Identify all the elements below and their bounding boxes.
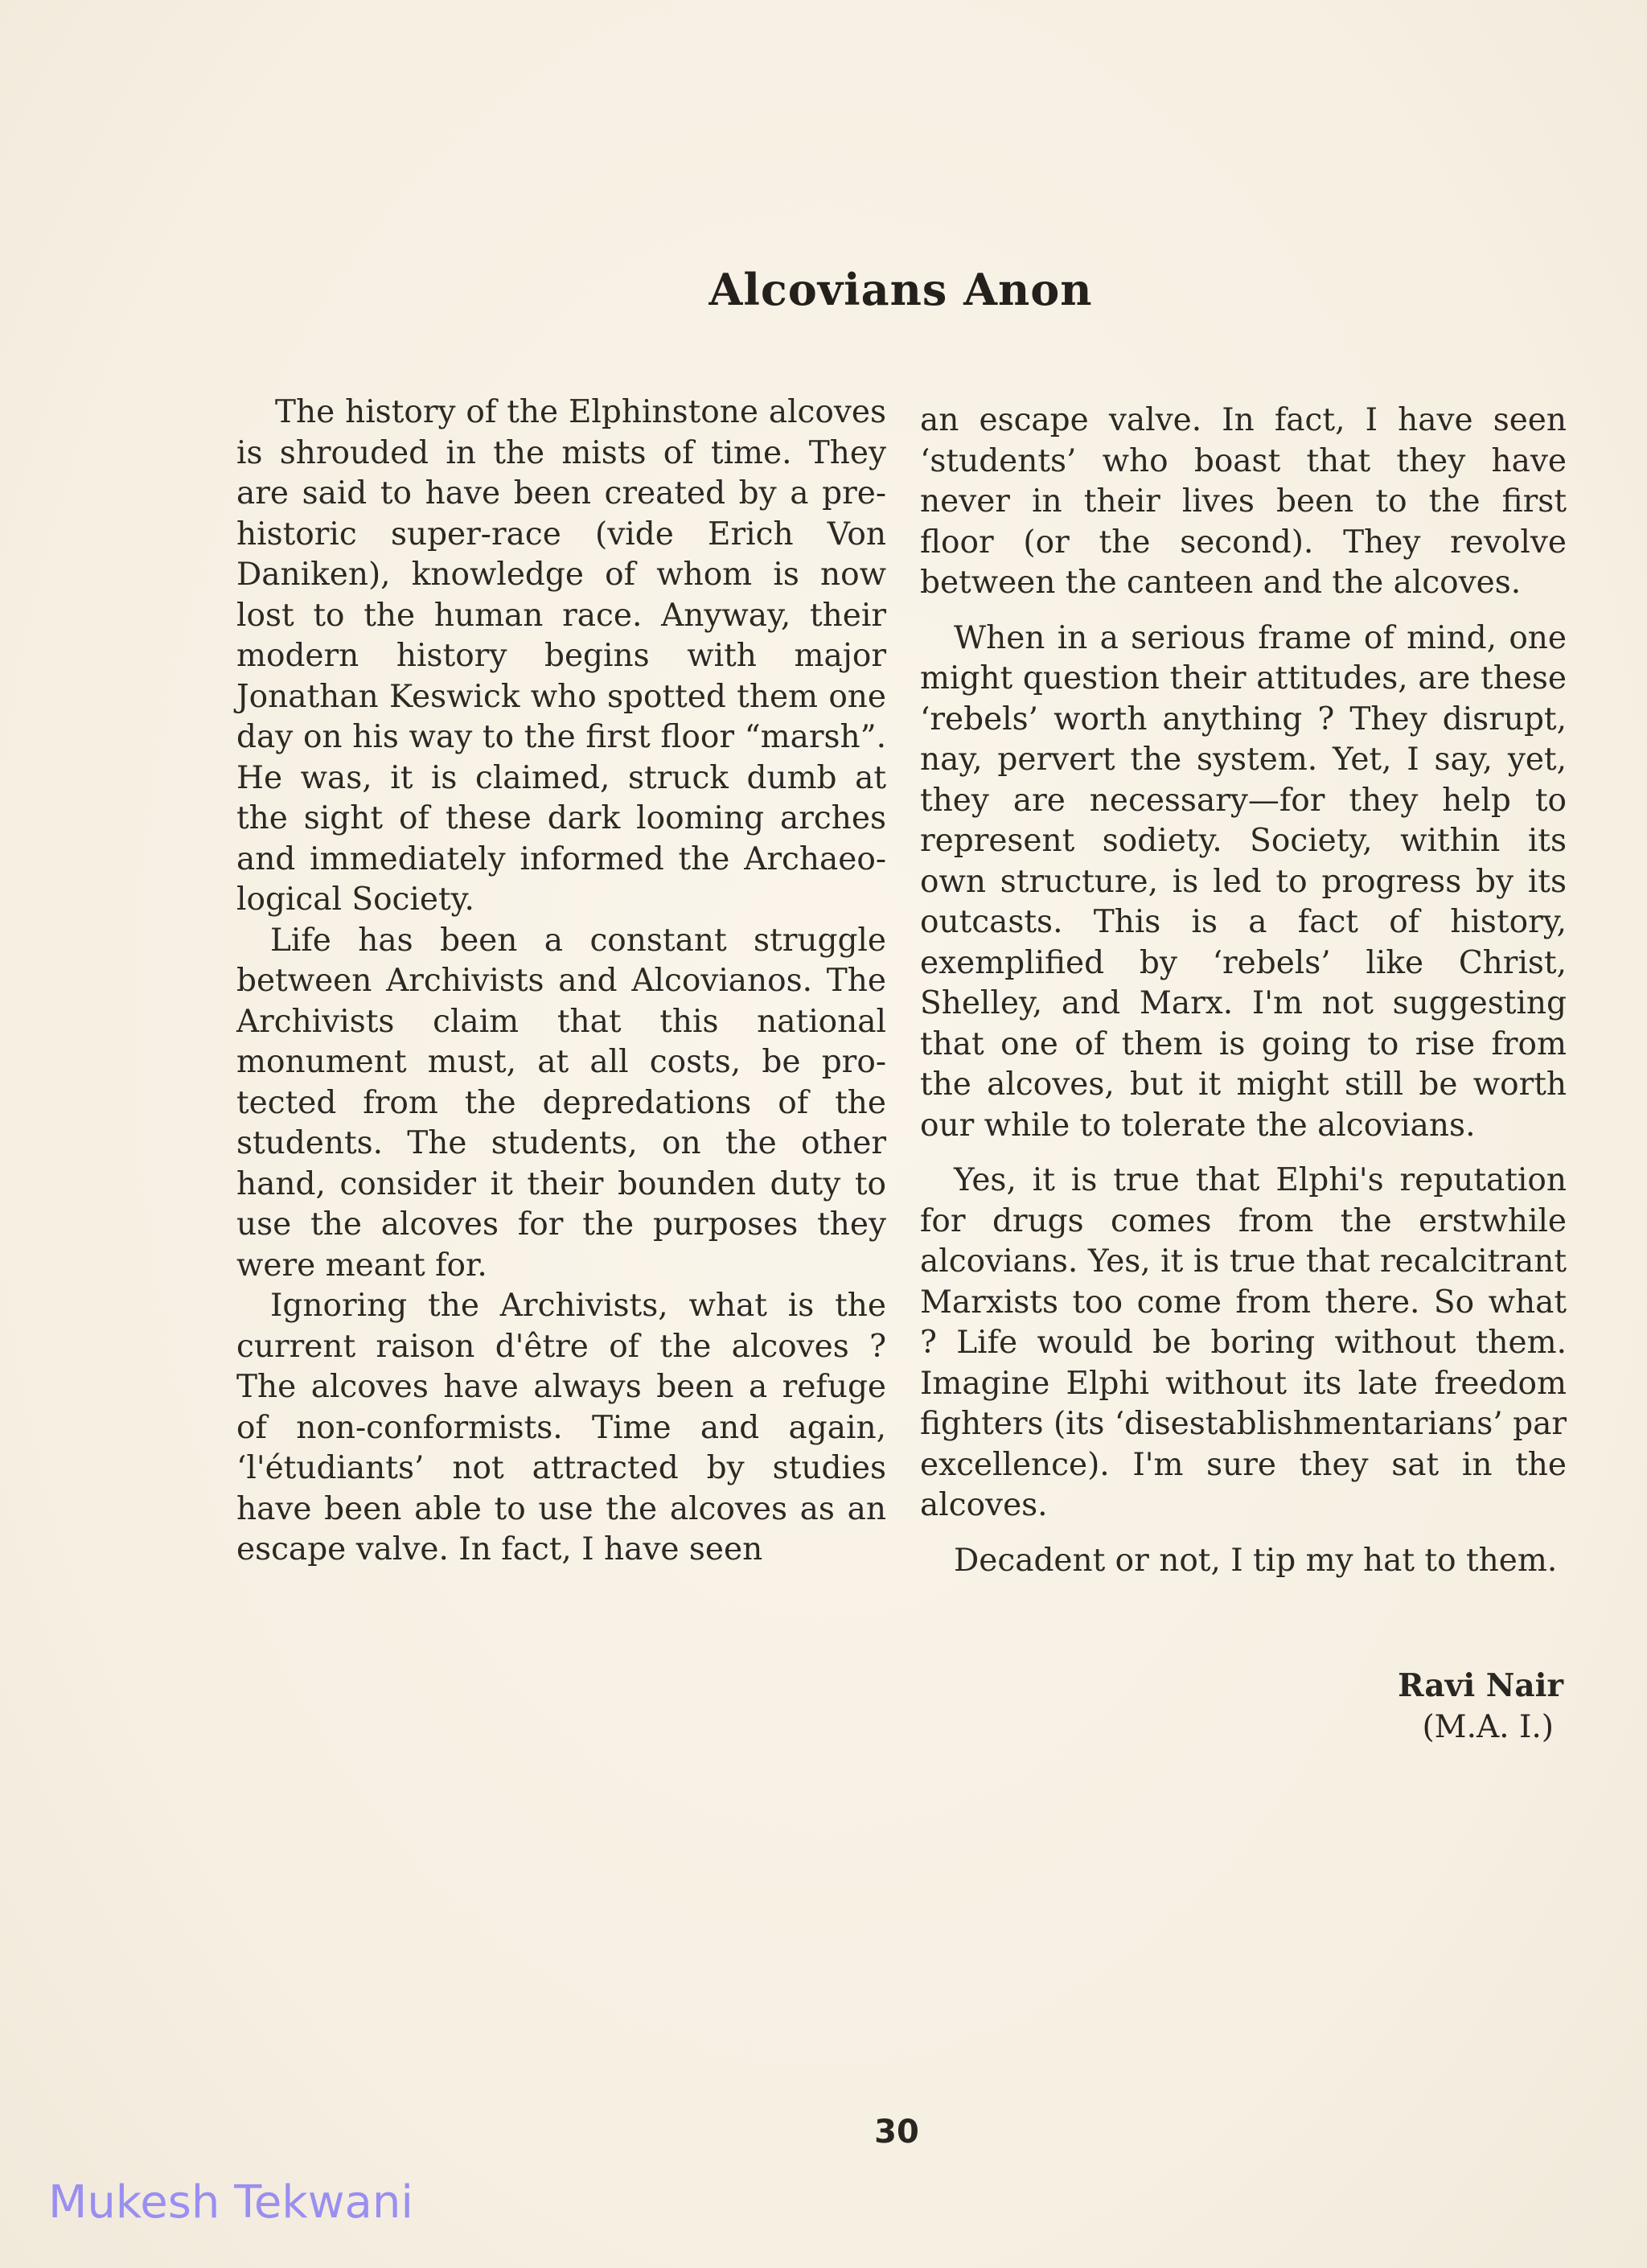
paragraph-reputation: Yes, it is true that Elphi's reputation for drugs comes from the erstwhile alcovians. Yes, it is true that recalcitrant Marxists too come from there. So what ? Life would be boring without them. Imagine Elphi without its late freedom fighters (its ‘disestablishmentarians’ par excellence). I'm sure they sat in the alcoves. [920,1162,1567,1523]
paragraph-history: The history of the Elphinstone alcoves is shrouded in the mists of time. They are said to have been created by a pre-historic super-race (vide Erich Von Daniken), knowledge of whom is now lost to the human race. Anyway, their modern history begins with major Jonathan Keswick who spotted them one day on his way to the first floor “marsh”. He was, it is claimed, struck dumb at the sight of these dark looming arches and immediately informed the Archaeological Society. [236,394,886,918]
paragraph-rebels: When in a serious frame of mind, one might question their attitudes, are these ‘rebels’ worth anything ? They disrupt, nay, pervert the system. Yet, I say, yet, they are necessary—for they help to represent sodiety. Society, within its own structure, is led to progress by its outcasts. This is a fact of history, exemplified by ‘rebels’ like Christ, Shelley, and Marx. I'm not suggesting that one of them is going to rise from the alcoves, but it might still be worth our while to tolerate the alcovians. [920,619,1567,1144]
author-name: Ravi Nair [1398,1667,1563,1704]
left-column [236,392,886,1571]
page-number: 30 [874,2114,919,2151]
article-title: Alcovians Anon [708,264,1093,315]
right-column [920,401,1567,1581]
paragraph-struggle: Life has been a constant struggle between Archivists and Alcovianos. The Archivists claim that this national monument must, at all costs, be protected from the depredations of the students. The students, on the other hand, consider it their bounden duty to use the alcoves for the purposes they were meant for. [236,922,886,1284]
watermark-text: Mukesh Tekwani [48,2176,413,2229]
paragraph-raison-detre: Ignoring the Archivists, what is the current raison d'être of the alcoves ? The alcoves have always been a refuge of non-conformists. Time and again, ‘l'étudiants’ not attracted by studies have been able to use the alcoves as an escape valve. In fact, I have seen [236,1288,886,1567]
paragraph-escape-valve: an escape valve. In fact, I have seen ‘students’ who boast that they have never in their lives been to the first floor (or the second). They revolve between the canteen and the alcoves. [920,402,1567,601]
author-class: (M.A. I.) [1422,1709,1554,1745]
paragraph-closing: Decadent or not, I tip my hat to them. [954,1542,1558,1579]
